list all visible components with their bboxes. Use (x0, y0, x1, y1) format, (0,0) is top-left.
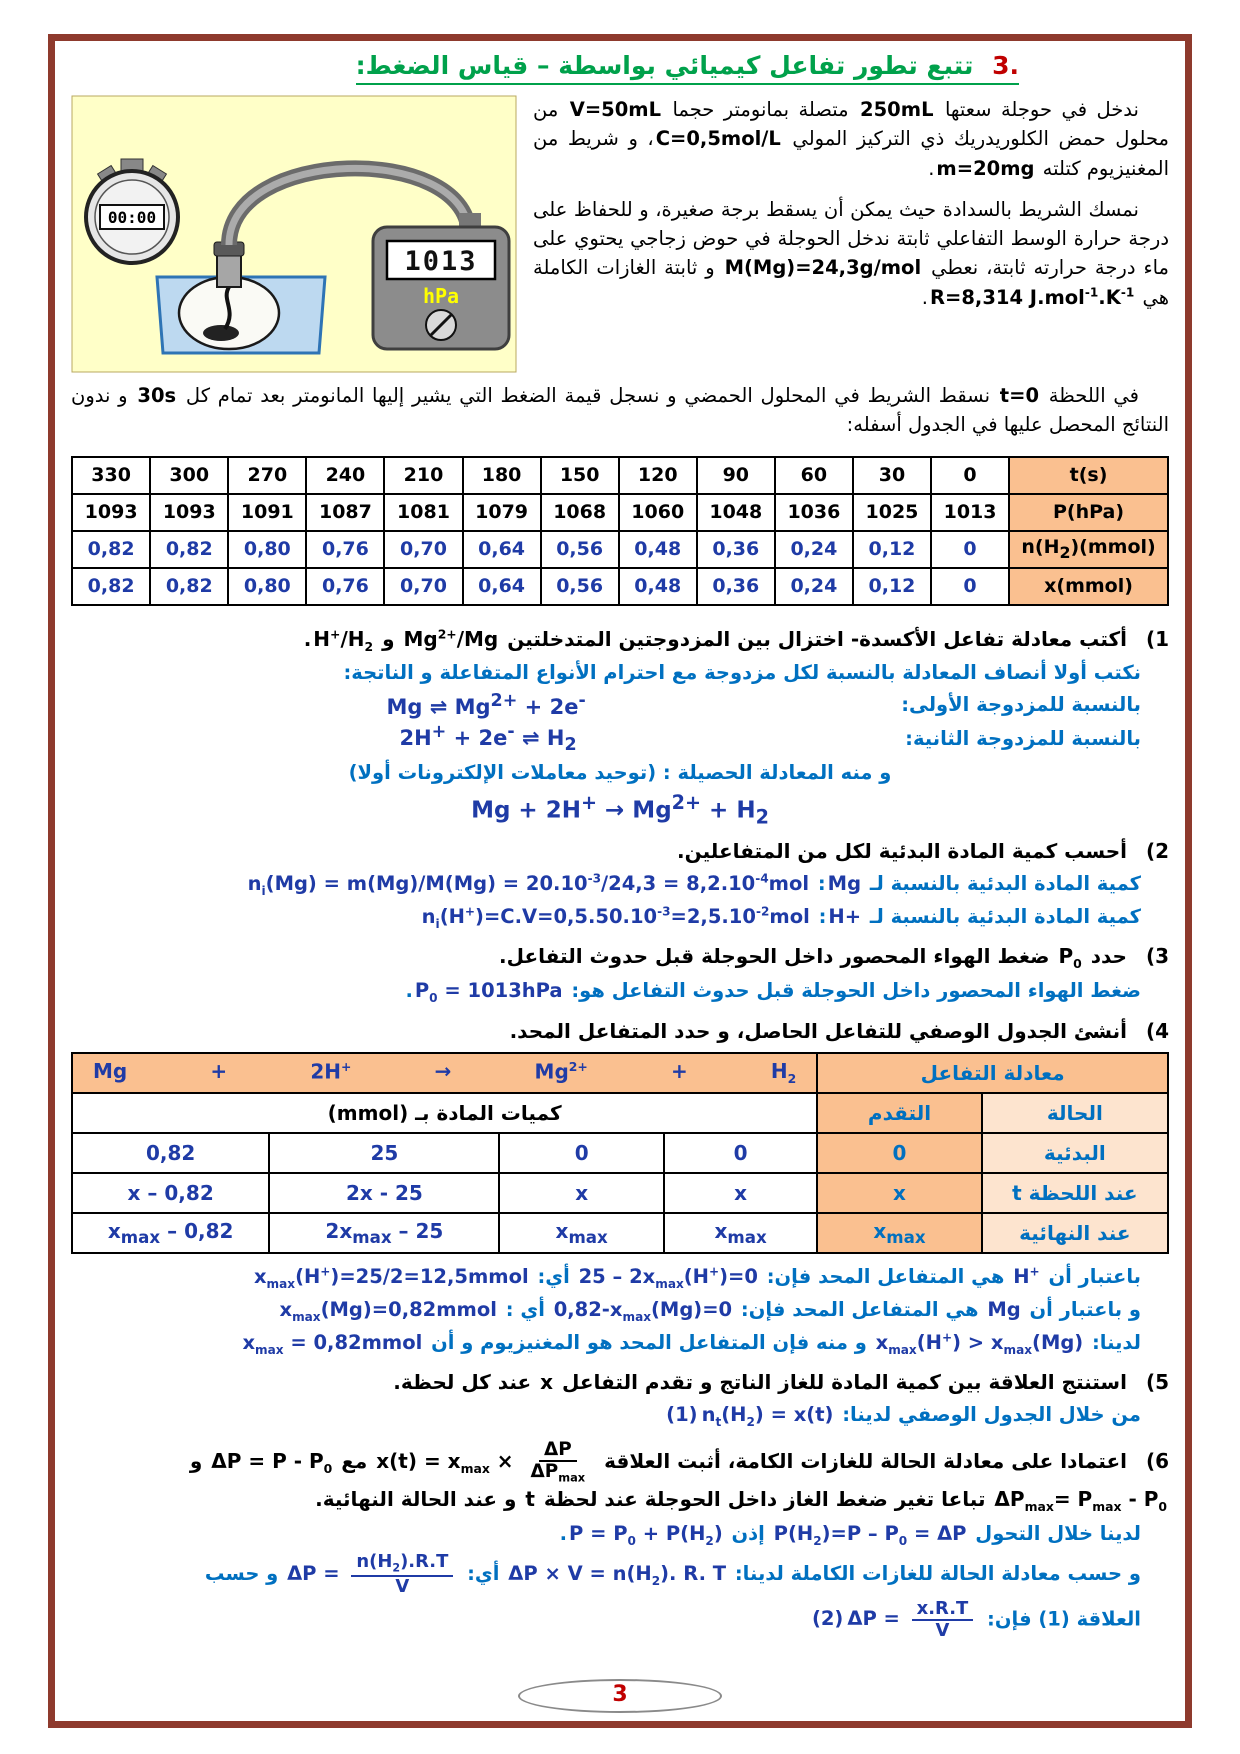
formula: $25 - 2x_{max}(H^+)=0$ (578, 1264, 758, 1291)
text-run: نسقط الشريط في المحلول الحمضي و نسجل قيمة الضغط التي يشير إليها المانومتر بعد تمام كل (178, 384, 998, 407)
formula: $P_0$ (1058, 944, 1082, 972)
table-cell: 0,80 (228, 531, 306, 568)
answer-1-intro: نكتب أولا أنصاف المعادلة بالنسبة لكل مزدوجة مع احترام الأنواع المتفاعلة و الناتجة: (343, 661, 1141, 685)
question-2 (71, 837, 1169, 866)
progress-table (71, 1052, 1169, 1254)
half-equation-1 (71, 691, 1169, 719)
formula: $P = P_0 + P(H_2)$ (569, 1521, 723, 1548)
half-equation-1-formula: Mg ⇌ $Mg^{2+} + 2e^-$ (386, 690, 586, 719)
table-cell: 60 (775, 457, 853, 494)
text-run: كمية المادة البدئية بالنسبة لـ (863, 872, 1141, 896)
experiment-diagram-svg (71, 95, 517, 373)
question-1-text (303, 625, 1127, 654)
stopwatch-time: 00:00 (107, 208, 157, 227)
text-run: باعتبار أن (1041, 1264, 1141, 1288)
text-run: لدينا خلال التحول (968, 1521, 1141, 1545)
text-run: أي: (530, 1264, 577, 1288)
table-cell: 210 (384, 457, 462, 494)
hplus-cell: 25 (269, 1133, 499, 1173)
formula: Mg (93, 1059, 128, 1083)
paragraph-conditions (533, 195, 1169, 312)
half-equation-2 (71, 722, 1169, 755)
table-cell: 0,82 (150, 568, 228, 605)
question-1 (71, 625, 1169, 656)
formula: $x_{max}(H^+)=25/2=12,5mmol$ (253, 1264, 529, 1291)
mg-cell: 0,82 – x (72, 1173, 269, 1213)
table-cell: 0,64 (463, 531, 541, 568)
formula: V=50mL (569, 98, 662, 121)
measurement-table (71, 456, 1169, 606)
table-cell: 0,70 (384, 531, 462, 568)
table-cell: 240 (306, 457, 384, 494)
formula: $P(H_2)=P - P_0 = \Delta P$ (773, 1521, 967, 1548)
table-cell: 0,70 (384, 568, 462, 605)
title-underline (356, 51, 1019, 85)
table-cell: 1048 (697, 494, 775, 531)
answer-4-line-1 (71, 1262, 1141, 1293)
text-run: هي المتفاعل المحد فإن: (734, 1297, 986, 1321)
question-2-marker: (2 (1145, 839, 1169, 864)
text-run: أي: (460, 1561, 507, 1585)
progress-cell: $x_{max}$ (817, 1213, 981, 1253)
formula: M(Mg)=24,3g/mol (724, 256, 922, 280)
title-number: 3. (992, 51, 1019, 80)
formula: $H^+/H_2$ (313, 625, 374, 654)
table-cell: 120 (619, 457, 697, 494)
table-cell: 0,24 (775, 531, 853, 568)
intro-paragraphs (533, 95, 1169, 324)
formula: → (434, 1059, 452, 1083)
table-cell: 150 (541, 457, 619, 494)
formula: + (670, 1059, 688, 1083)
table-cell: 0,80 (228, 568, 306, 605)
formula: C=0,5mol/L (655, 127, 781, 151)
table-cell: 1093 (150, 494, 228, 531)
text-run: متصلة بمانومتر حجما (663, 98, 859, 121)
table-cell: 180 (463, 457, 541, 494)
question-3-marker: (3 (1145, 944, 1169, 969)
table-cell: 1091 (228, 494, 306, 531)
amounts-header: كميات المادة بـ (mmol) (72, 1093, 817, 1133)
question-6-text (189, 1438, 1169, 1514)
text-run: ، و شريط من المغنيزيوم كتلته (533, 127, 1169, 180)
text-run: نمسك الشريط بالسدادة حيث يمكن أن يسقط برجة صغيرة، و للحفاظ على درجة حرارة الوسط التفاعلي ثابتة ندخل الحوجلة في حوض زجاجي يحتوي على ماء درجة حرارته ثابتة، نعطي (533, 197, 1170, 280)
text-run: : (811, 905, 827, 929)
question-6-marker: (6 (1145, 1448, 1169, 1473)
progress-table-instant-row (72, 1173, 1168, 1213)
text-run: إذن (724, 1521, 772, 1545)
questions-section (71, 616, 1169, 1643)
formula: Mg (827, 872, 862, 896)
progress-header: التقدم (817, 1093, 981, 1133)
formula: x (540, 1369, 554, 1394)
table-cell: 30 (853, 457, 931, 494)
table-cell: 0,64 (463, 568, 541, 605)
formula: $0,82-x_{max}(Mg)=0$ (553, 1297, 733, 1324)
experiment-diagram (71, 95, 517, 377)
formula: 30s (137, 384, 177, 407)
text-run: ندخل في حوجلة سعتها (935, 98, 1139, 121)
text-run: و (375, 626, 402, 651)
progress-cell: x (817, 1173, 981, 1213)
formula: $x_{max}(H^+) > x_{max}(Mg)$ (875, 1330, 1084, 1357)
text-run: و عند الحالة النهائية. (315, 1486, 524, 1511)
text-run: تباعا تغير ضغط الغاز داخل الحوجلة عند لحظة (536, 1486, 993, 1511)
answer-6-line-2 (71, 1552, 1141, 1597)
table-cell: 0,82 (72, 568, 150, 605)
formula: (1) (666, 1402, 698, 1426)
formula: $\Delta P_{max}= P_{max} - P_0$ (994, 1486, 1167, 1514)
table-cell: 330 (72, 457, 150, 494)
formula: R=8,314 $J.mol^{-1}.K^{-1}$ (929, 285, 1135, 309)
answer-2-line-2 (71, 902, 1141, 933)
half-equation-2-formula: 2H+ + 2e- ⇌ $H_2$ (399, 721, 577, 755)
formula: (2) (811, 1607, 844, 1631)
table-cell: 1068 (541, 494, 619, 531)
formula: t=0 (999, 384, 1040, 407)
question-2-text: أحسب كمية المادة البدئية لكل من المتفاعلين. (677, 839, 1127, 864)
row-label-x: x(mmol) (1009, 568, 1168, 605)
question-4 (71, 1017, 1169, 1046)
formula: 250mL (860, 98, 934, 121)
hplus-cell: $25 - 2x_{max}$ (269, 1213, 499, 1253)
text-run: و (189, 1448, 210, 1473)
mg-cell: 0,82 (72, 1133, 269, 1173)
text-run: : (811, 872, 826, 896)
table-cell: 1079 (463, 494, 541, 531)
formula: $x_{max}$ = 0,82mmol (242, 1330, 423, 1357)
row-label-pressure: P(hPa) (1009, 494, 1168, 531)
formula-fraction: ΔP = $\frac{n(H_2).R.T}{V}$ (287, 1562, 458, 1585)
mg-cell: $0,82 - x_{max}$ (72, 1213, 269, 1253)
table-row-n-h2 (72, 531, 1168, 568)
table-cell: 0,48 (619, 531, 697, 568)
flask-neck (217, 253, 241, 287)
answer-4-line-3 (71, 1328, 1141, 1359)
formula: $n_t(H_2) = x(t)$ (701, 1402, 834, 1429)
question-5 (71, 1368, 1169, 1397)
reaction-equation-cell (72, 1053, 817, 1093)
table-cell: 0,82 (72, 531, 150, 568)
text-run: اعتمادا على معادلة الحالة للغازات الكامة، أثبت العلاقة (597, 1448, 1127, 1473)
progress-table-header-row (72, 1053, 1168, 1093)
table-cell: 0,76 (306, 531, 384, 568)
answer-6-line-3 (71, 1599, 1141, 1641)
table-cell: 1013 (931, 494, 1009, 531)
text-run: أكتب معادلة تفاعل الأكسدة- اختزال بين المزدوجتين المتدخلتين (500, 626, 1127, 651)
table-cell: 300 (150, 457, 228, 494)
progress-cell: 0 (817, 1133, 981, 1173)
question-6 (71, 1440, 1169, 1516)
mg2-cell: $x_{max}$ (499, 1213, 663, 1253)
table-row-time (72, 457, 1168, 494)
overall-equation: $Mg + 2H^+ \to Mg^{2+} + H_2$ (471, 791, 769, 829)
text-run: عند كل لحظة. (393, 1369, 539, 1394)
title-text: تتبع تطور تفاعل كيميائي بواسطة – قياس الضغط: (355, 51, 974, 80)
half-equation-1-label: بالنسبة للمزدوجة الأولى: (901, 693, 1141, 717)
formula: Mg (987, 1297, 1021, 1321)
formula: $P_0 = 1013hPa$ (414, 979, 563, 1006)
progress-table-initial-row (72, 1133, 1168, 1173)
answer-5 (71, 1400, 1141, 1431)
page-footer (71, 1673, 1169, 1713)
reaction-equation-label: معادلة التفاعل (817, 1053, 1168, 1093)
magnesium-residue (203, 325, 239, 341)
text-run: حدد (1083, 944, 1127, 969)
formula: + (210, 1059, 228, 1083)
text-run: ضغط الهواء المحصور داخل الحوجلة قبل حدوث التفاعل. (499, 944, 1057, 969)
text-run: أي : (498, 1297, 552, 1321)
table-cell: 1087 (306, 494, 384, 531)
page-border-frame (48, 34, 1192, 1728)
table-cell: 0,24 (775, 568, 853, 605)
table-cell: 1081 (384, 494, 462, 531)
text-run: . (928, 156, 935, 180)
table-cell: 0 (931, 531, 1009, 568)
paragraph-setup (533, 95, 1169, 183)
section-title (71, 51, 1169, 85)
mg2-cell: 0 (499, 1133, 663, 1173)
text-run: من محلول حمض الكلوريدريك ذي التركيز المولي (533, 98, 1169, 151)
paragraph-protocol (71, 381, 1169, 440)
table-cell: 0 (931, 568, 1009, 605)
table-cell: 0,12 (853, 531, 931, 568)
formula: H+ (1013, 1264, 1040, 1288)
text-run: كمية المادة البدئية بالنسبة لـ (863, 905, 1141, 929)
text-run: و حسب (204, 1561, 286, 1585)
text-run: لدينا: (1085, 1330, 1141, 1354)
pressure-unit: hPa (422, 284, 460, 308)
table-cell: 1036 (775, 494, 853, 531)
formula: $H_2$ (770, 1059, 797, 1086)
question-1-marker: (1 (1145, 626, 1169, 651)
table-cell: 0,82 (150, 531, 228, 568)
text-run: . (559, 1521, 568, 1545)
text-run: و منه فإن المتفاعل المحد هو المغنيزيوم و أن (424, 1330, 874, 1354)
formula-fraction: $x(t) = x_{max}$ × $\frac{\Delta P}{\Delta P_{max}}$ (376, 1438, 586, 1485)
state-cell: عند اللحظة t (982, 1173, 1168, 1213)
answer-3 (71, 976, 1141, 1007)
text-run: . (303, 626, 312, 651)
question-5-text (393, 1370, 1127, 1394)
formula-fraction: ΔP = $\frac{x.R.T}{V}$ (847, 1607, 978, 1630)
question-3-text (499, 944, 1127, 972)
mg2-cell: x (499, 1173, 663, 1213)
table-row-x (72, 568, 1168, 605)
state-cell: البدئية (982, 1133, 1168, 1173)
hplus-cell: 25 - 2x (269, 1173, 499, 1213)
state-header: الحالة (982, 1093, 1168, 1133)
text-run: من خلال الجدول الوصفي لدينا: (835, 1402, 1141, 1426)
question-4-text: أنشئ الجدول الوصفي للتفاعل الحاصل، و حدد المتفاعل المحد. (509, 1018, 1127, 1043)
text-run: العلاقة (1) فإن: (980, 1607, 1141, 1631)
text-run: هي المتفاعل المحد فإن: (759, 1264, 1012, 1288)
formula: t (525, 1486, 535, 1511)
text-run: استنتج العلاقة بين كمية المادة للغاز الناتج و تقدم التفاعل (555, 1369, 1127, 1394)
text-run: . (921, 285, 928, 309)
formula: $n_i(H^+)=C.V=0,5.50.10^{-3}=2,5.10^{-2}mol$ (421, 904, 810, 932)
half-equation-2-label: بالنسبة للمزدوجة الثانية: (905, 726, 1141, 750)
table-cell: 0 (931, 457, 1009, 494)
table-cell: 0,76 (306, 568, 384, 605)
reaction-equation (75, 1059, 814, 1086)
answer-1-note: و منه المعادلة الحصيلة : (توحيد معاملات الإلكترونات أولا) (348, 760, 892, 784)
text-run: في اللحظة (1041, 384, 1140, 407)
pressure-value: 1013 (404, 246, 478, 277)
table-row-pressure (72, 494, 1168, 531)
table-cell: 1093 (72, 494, 150, 531)
answer-4-line-2 (71, 1295, 1141, 1326)
row-label-n-h2: $n(H_2)(mmol)$ (1009, 531, 1168, 568)
formula: $\Delta P \times V = n(H_2)$. R. T (508, 1561, 727, 1588)
text-run: و باعتبار أن (1022, 1297, 1141, 1321)
intro-row (71, 95, 1169, 377)
table-cell: 270 (228, 457, 306, 494)
text-run: و ثابتة الغازات الكاملة هي (533, 256, 1169, 309)
text-run: و حسب معادلة الحالة للغازات الكاملة لدينا: (728, 1561, 1141, 1585)
text-run: مع (334, 1448, 375, 1473)
h2-cell: $x_{max}$ (664, 1213, 817, 1253)
formula: 2H+ (310, 1059, 352, 1084)
text-run: و ندون النتائج المحصل عليها في الجدول أسفله: (71, 384, 1169, 437)
formula: H+ (828, 905, 862, 929)
h2-cell: x (664, 1173, 817, 1213)
progress-table-subheader-row (72, 1093, 1168, 1133)
text-run: . (405, 979, 413, 1003)
table-cell: 1025 (853, 494, 931, 531)
table-cell: 1060 (619, 494, 697, 531)
state-cell: عند النهائية (982, 1213, 1168, 1253)
row-label-time: t(s) (1009, 457, 1168, 494)
progress-table-final-row (72, 1213, 1168, 1253)
question-4-marker: (4 (1145, 1018, 1169, 1043)
formula: $x_{max}(Mg)=0,82mmol$ (279, 1297, 497, 1324)
question-3 (71, 942, 1169, 973)
page-number: 3 (518, 1679, 722, 1713)
table-cell: 0,36 (697, 568, 775, 605)
formula: $\Delta P = P - P_0$ (211, 1448, 333, 1476)
formula: $Mg^{2+}/Mg$ (403, 625, 499, 651)
table-cell: 90 (697, 457, 775, 494)
h2-cell: 0 (664, 1133, 817, 1173)
table-cell: 0,36 (697, 531, 775, 568)
answer-6-line-1 (71, 1519, 1141, 1550)
table-cell: 0,56 (541, 568, 619, 605)
text-run: ضغط الهواء المحصور داخل الحوجلة قبل حدوث التفاعل هو: (564, 979, 1141, 1003)
question-5-marker: (5 (1145, 1369, 1169, 1394)
formula: m=20mg (936, 156, 1035, 180)
answer-2-line-1 (71, 869, 1141, 900)
table-cell: 0,56 (541, 531, 619, 568)
table-cell: 0,12 (853, 568, 931, 605)
formula: $Mg^{2+}$ (534, 1059, 588, 1084)
formula: $n_i(Mg) = m(Mg)/M(Mg) = 20.10^{-3}/24,3 = 8,2.10^{-4}mol$ (247, 871, 810, 899)
table-cell: 0,48 (619, 568, 697, 605)
